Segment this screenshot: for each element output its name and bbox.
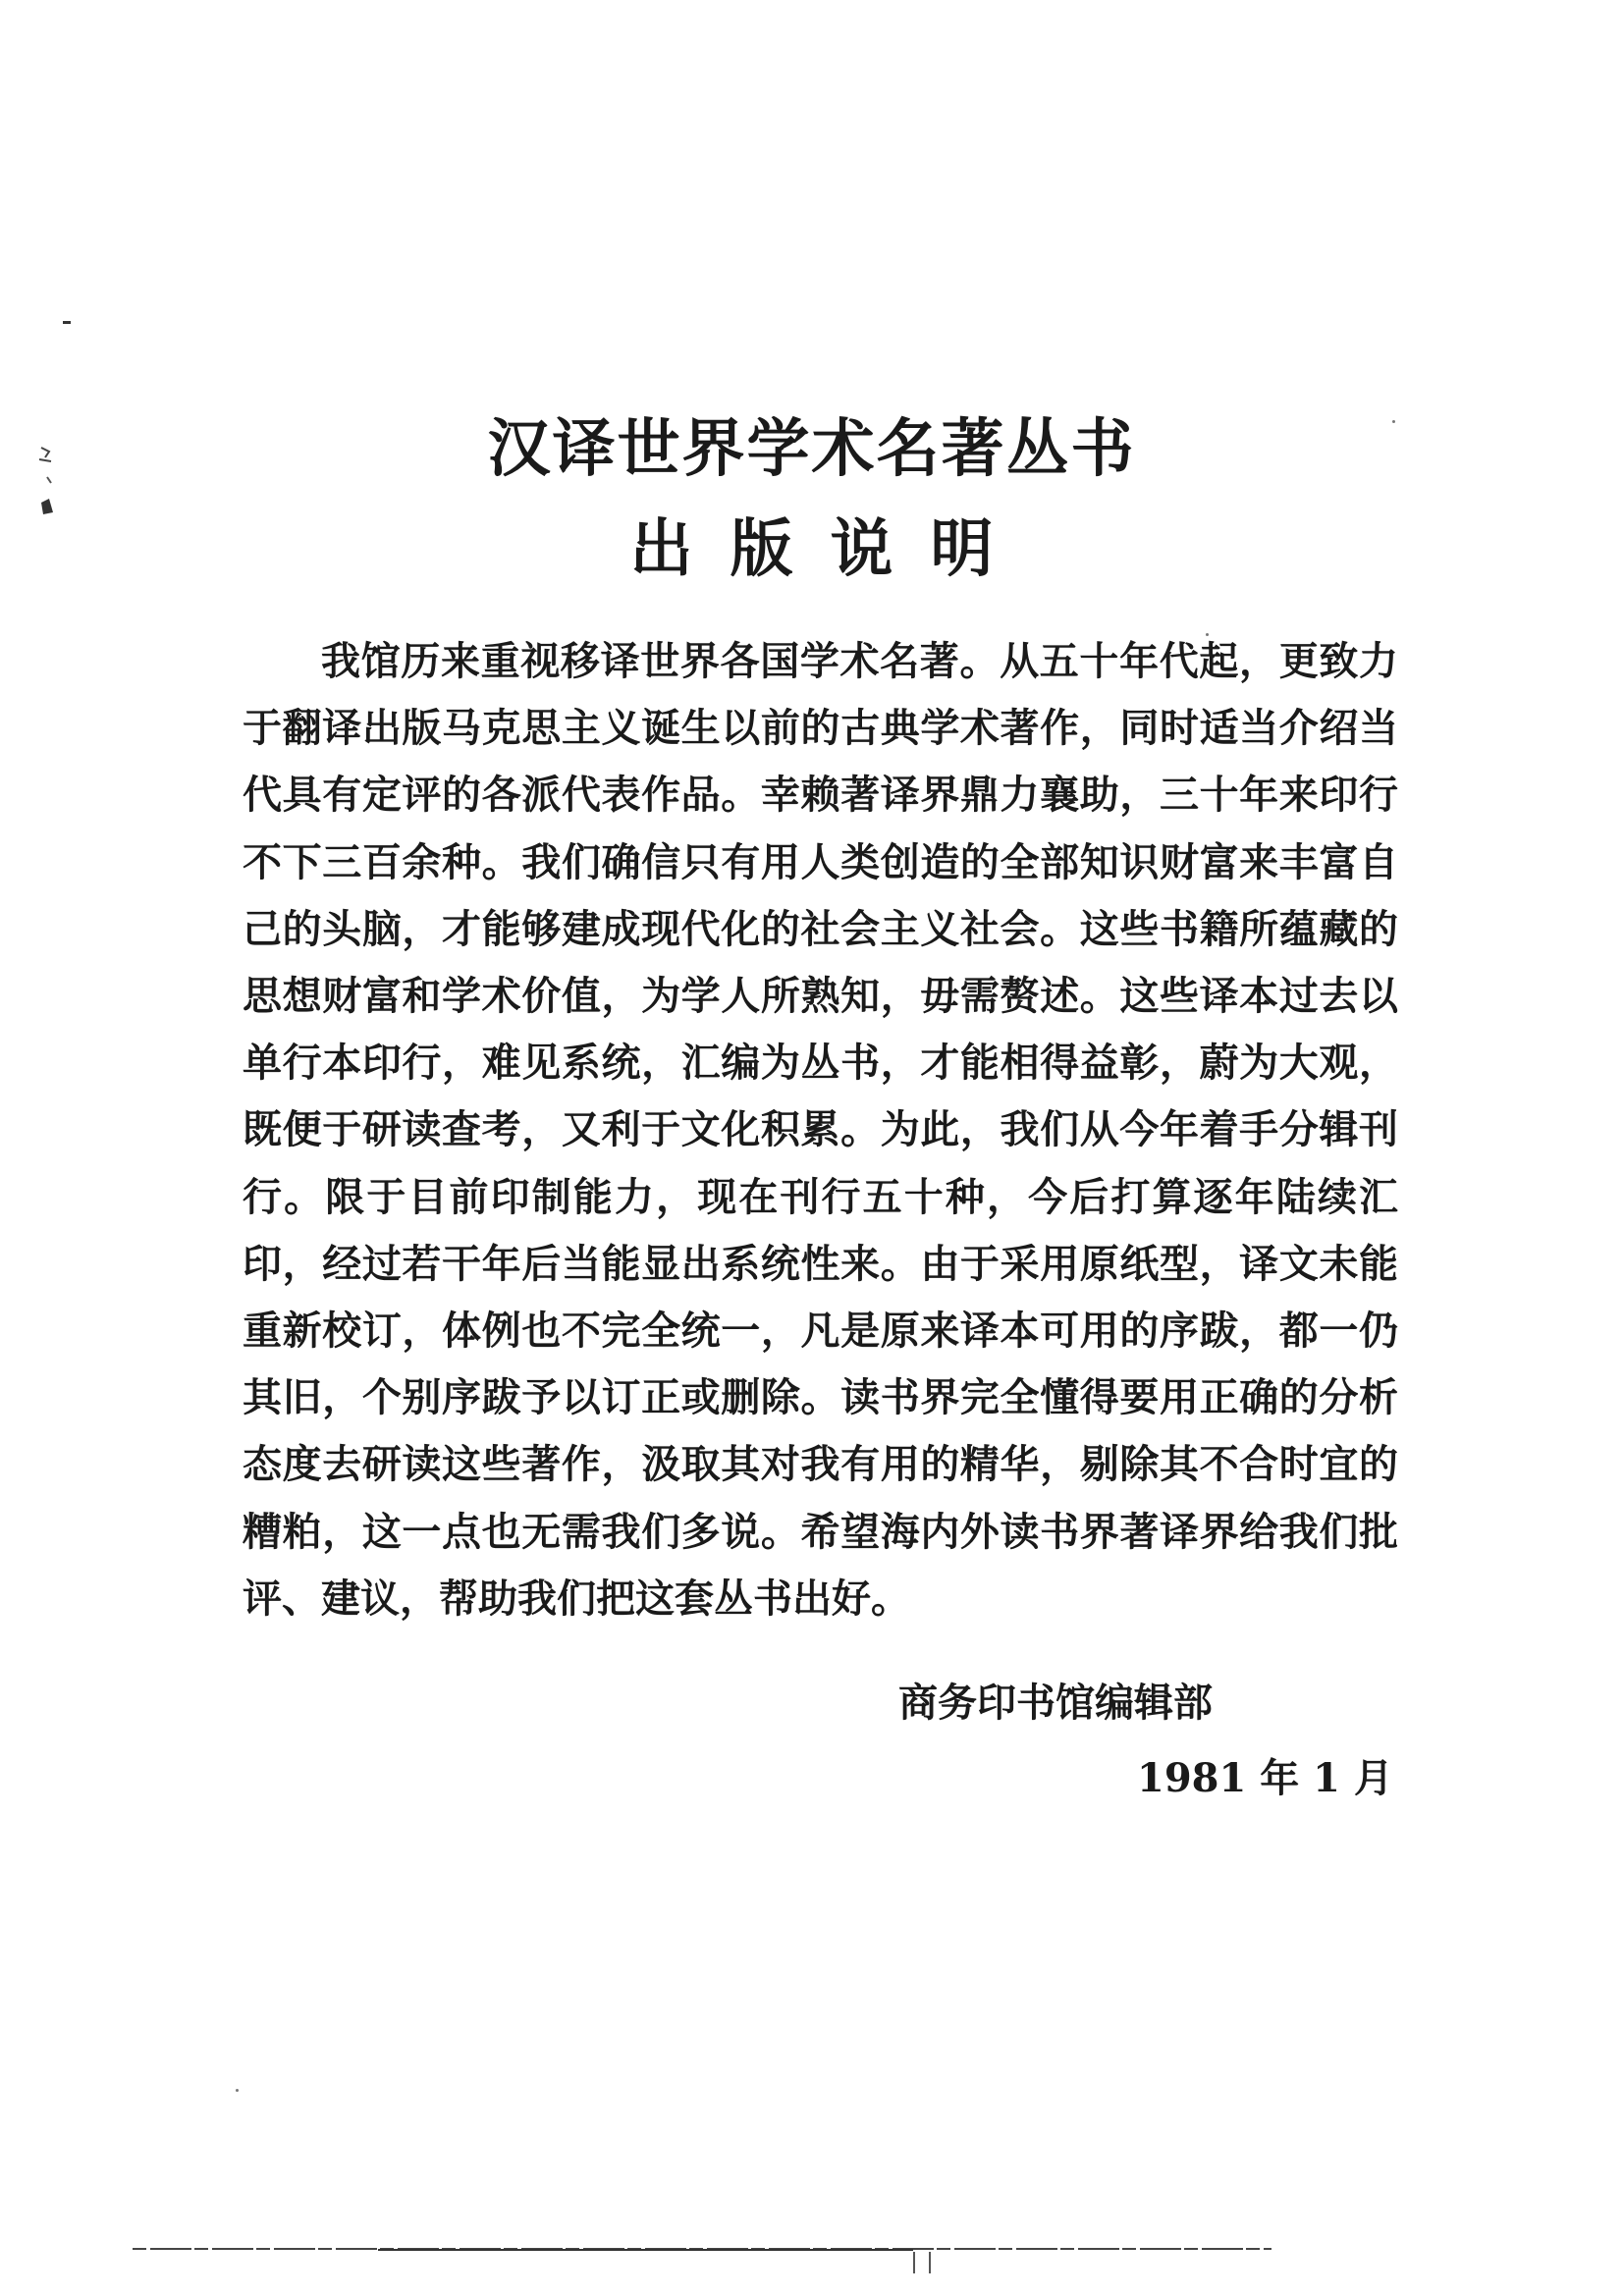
bottom-divider-solid [378,2249,913,2251]
body-paragraph: 我馆历来重视移译世界各国学术名著。从五十年代起，更致力于翻译出版马克思主义诞生以前的古典学术著作，同时适当介绍当代具有定评的各派代表作品。幸赖著译界鼎力襄助，三十年来印行不下三百余种。我们确信只有用人类创造的全部知识财富来丰富自己的头脑，才能够建成现代化的社会主义社会。这些书籍所蕴藏的思想财富和学术价值，为学人所熟知，毋需赘述。这些译本过去以单行本印行，难见系统，汇编为丛书，才能相得益彰，蔚为大观，既便于研读查考，又利于文化积累。为此，我们从今年着手分辑刊行。限于目前印制能力，现在刊行五十种，今后打算逐年陆续汇印，经过若干年后当能显出系统性来。由于采用原纸型，译文未能重新校订，体例也不完全统一，凡是原来译本可用的序跋，都一仍其旧，个别序跋予以订正或删除。读书界完全懂得要用正确的分析态度去研读这些著作，汲取其对我有用的精华，剔除其不合时宜的糟粕，这一点也无需我们多说。希望海内外读书界著译界给我们批评、建议，帮助我们把这套丛书出好。 [243,638,1398,1622]
publisher-signature: 商务印书馆编辑部 [898,1680,1213,1726]
scan-mark [63,321,71,324]
page-title: 出版说明 [629,512,1031,586]
binding-mark [913,2252,931,2273]
scan-speck [236,2089,239,2092]
publication-date: 1981 年 1 月 [1137,1755,1393,1801]
series-title: 汉译世界学术名著丛书 [487,412,1136,486]
